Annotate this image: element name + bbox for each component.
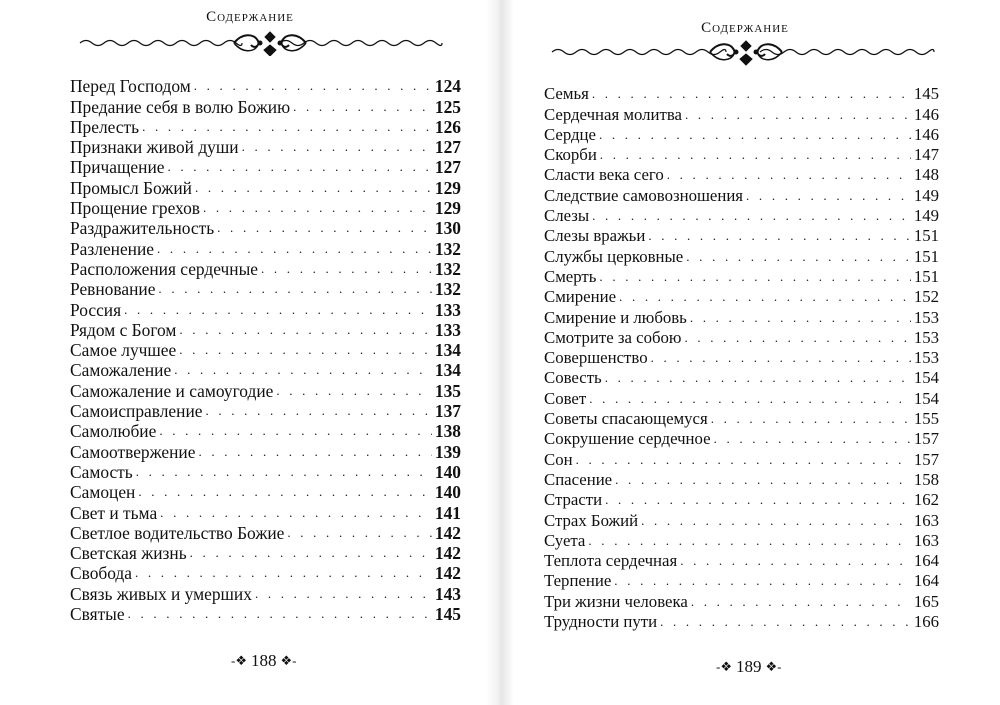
page-folio	[716, 657, 781, 677]
right-page	[500, 0, 1000, 705]
toc-entry-title: Причащение	[70, 157, 165, 178]
toc-entry	[544, 490, 939, 510]
dot-leader	[203, 198, 432, 218]
toc-entry-title: Службы церковные	[544, 246, 684, 266]
dot-leader	[648, 226, 911, 246]
toc-entry-page: 154	[913, 368, 939, 388]
toc-entry-title: Прелесть	[70, 116, 140, 137]
toc-entry-title: Свобода	[70, 563, 132, 584]
page-folio	[231, 651, 296, 671]
dot-leader	[685, 105, 911, 125]
dot-leader	[190, 543, 432, 563]
dot-leader	[135, 563, 432, 583]
toc-entry-title: Промысл Божий	[70, 177, 192, 198]
toc-entry-page: 164	[913, 571, 939, 591]
toc-entry	[70, 543, 461, 563]
toc-entry-page: 133	[434, 299, 461, 320]
toc-entry	[70, 259, 461, 279]
dot-leader	[589, 389, 911, 409]
toc-entry	[70, 462, 461, 482]
toc-entry	[70, 583, 461, 603]
toc-entry-title: Самоцен	[70, 482, 136, 503]
toc-entry	[70, 198, 461, 218]
toc-entry-page: 146	[913, 104, 939, 124]
toc-entry-page: 145	[913, 84, 939, 104]
toc-entry	[544, 612, 939, 632]
dot-leader	[276, 381, 432, 401]
dot-leader	[746, 186, 911, 206]
page-number: 188	[250, 651, 277, 670]
toc-entry	[544, 571, 939, 591]
toc-entry-title: Сердце	[544, 124, 596, 144]
toc-entry	[70, 482, 461, 502]
toc-entry-title: Связь живых и умерших	[70, 583, 252, 604]
toc-entry	[544, 84, 939, 104]
running-header: Содержание	[206, 9, 294, 25]
dot-leader	[600, 145, 911, 165]
dot-leader	[142, 117, 432, 137]
toc-entry-page: 157	[913, 449, 939, 469]
toc-entry-page: 151	[913, 266, 939, 286]
folio-ornament-icon: ❖-	[280, 653, 297, 668]
dot-leader	[711, 409, 911, 429]
toc-entry-title: Сокрушение сердечное	[544, 429, 711, 449]
toc-entry-page: 129	[434, 177, 461, 198]
toc-entry-page: 153	[913, 327, 939, 347]
toc-entry-page: 130	[434, 218, 461, 239]
toc-entry-page: 135	[434, 380, 461, 401]
toc-entry-title: Светлое водительство Божие	[70, 522, 285, 543]
dot-leader	[615, 470, 911, 490]
dot-leader	[605, 368, 911, 388]
toc-entry	[70, 177, 461, 197]
toc-entry-page: 142	[434, 543, 461, 564]
toc-entry-page: 132	[434, 279, 461, 300]
dot-leader	[592, 84, 911, 104]
toc-entry-title: Россия	[70, 299, 122, 320]
dot-leader	[691, 592, 911, 612]
toc-entry	[70, 502, 461, 522]
toc-entry	[544, 125, 939, 145]
toc-entry	[544, 307, 939, 327]
folio-ornament-icon: ❖-	[765, 659, 782, 674]
toc-entry-page: 137	[434, 401, 461, 422]
toc-entry-title: Самоисправление	[70, 401, 203, 422]
dot-leader	[261, 259, 432, 279]
dot-leader	[179, 320, 432, 340]
folio-ornament-icon: -❖	[231, 653, 247, 668]
dot-leader	[205, 401, 431, 421]
toc-entry-page: 164	[913, 551, 939, 571]
toc-entry	[544, 551, 939, 571]
toc-entry-title: Слезы	[544, 206, 590, 226]
toc-entry-page: 142	[434, 522, 461, 543]
toc-entry	[70, 76, 461, 96]
toc-entry-title: Советы спасающемуся	[544, 409, 708, 429]
toc-entry-page: 146	[913, 124, 939, 144]
dot-leader	[641, 511, 911, 531]
toc-entry	[70, 117, 461, 137]
dot-leader	[614, 571, 911, 591]
header-ornament-icon	[78, 30, 462, 56]
toc-entry-title: Страх Божий	[544, 510, 639, 530]
dot-leader	[194, 76, 432, 96]
toc-entry	[70, 279, 461, 299]
toc-entry-page: 142	[434, 563, 461, 584]
toc-entry-page: 153	[913, 348, 939, 368]
dot-leader	[599, 267, 910, 287]
toc-entry	[70, 523, 461, 543]
toc-entry-page: 155	[913, 409, 939, 429]
toc-entry-title: Совет	[544, 388, 587, 408]
toc-entry-page: 151	[913, 226, 939, 246]
toc-entry	[544, 409, 939, 429]
toc-entry-page: 126	[434, 116, 461, 137]
toc-entry-page: 134	[434, 340, 461, 361]
dot-leader	[605, 490, 911, 510]
toc-entry-page: 153	[913, 307, 939, 327]
toc-entry-page: 129	[434, 198, 461, 219]
dot-leader	[680, 551, 911, 571]
dot-leader	[576, 450, 911, 470]
toc-entry-title: Смирение и любовь	[544, 307, 687, 327]
dot-leader	[157, 239, 432, 259]
dot-leader	[159, 421, 432, 441]
toc-entry	[70, 360, 461, 380]
toc-entry-page: 138	[434, 421, 461, 442]
dot-leader	[128, 604, 432, 624]
toc-entry-title: Прощение грехов	[70, 198, 200, 219]
toc-entry-page: 163	[913, 510, 939, 530]
dot-leader	[136, 462, 432, 482]
dot-leader	[179, 340, 432, 360]
dot-leader	[174, 360, 432, 380]
toc-entry-page: 141	[434, 502, 461, 523]
toc-entry-title: Раздражительность	[70, 218, 215, 239]
toc-entry-page: 157	[913, 429, 939, 449]
toc-entry	[544, 348, 939, 368]
toc-entry-title: Смерть	[544, 266, 597, 286]
toc-entry-title: Разленение	[70, 238, 155, 259]
toc-entry-page: 151	[913, 246, 939, 266]
toc-entry	[70, 604, 461, 624]
toc-entry-title: Ревнование	[70, 279, 156, 300]
toc-entry-title: Самоотвержение	[70, 441, 196, 462]
toc-entry-title: Спасение	[544, 469, 613, 489]
toc-entry-page: 162	[913, 490, 939, 510]
table-of-contents-right	[544, 84, 939, 632]
table-of-contents-left	[70, 76, 461, 624]
toc-entry	[544, 226, 939, 246]
toc-entry	[70, 218, 461, 238]
toc-entry	[544, 145, 939, 165]
toc-entry	[544, 328, 939, 348]
toc-entry-title: Сласти века сего	[544, 165, 664, 185]
toc-entry-title: Скорби	[544, 145, 597, 165]
toc-entry	[70, 401, 461, 421]
toc-entry-page: 166	[913, 612, 939, 632]
dot-leader	[684, 328, 910, 348]
toc-entry	[544, 104, 939, 124]
toc-entry	[544, 591, 939, 611]
toc-entry-title: Сердечная молитва	[544, 104, 682, 124]
toc-entry-title: Самое лучшее	[70, 340, 177, 361]
toc-entry-page: 148	[913, 165, 939, 185]
dot-leader	[138, 482, 432, 502]
toc-entry-title: Самость	[70, 461, 133, 482]
toc-entry	[544, 531, 939, 551]
toc-entry	[70, 238, 461, 258]
dot-leader	[619, 287, 911, 307]
toc-entry	[544, 470, 939, 490]
toc-entry-page: 127	[434, 157, 461, 178]
toc-entry-title: Слезы вражьи	[544, 226, 646, 246]
dot-leader	[588, 531, 910, 551]
folio-ornament-icon: -❖	[716, 659, 732, 674]
dot-leader	[217, 218, 432, 238]
toc-entry-title: Свет и тьма	[70, 502, 158, 523]
toc-entry-page: 147	[913, 145, 939, 165]
toc-entry	[544, 165, 939, 185]
toc-entry	[70, 157, 461, 177]
toc-entry-title: Признаки живой души	[70, 137, 239, 158]
toc-entry	[544, 449, 939, 469]
running-header: Содержание	[701, 20, 789, 36]
dot-leader	[714, 429, 911, 449]
toc-entry	[544, 368, 939, 388]
toc-entry-page: 125	[434, 96, 461, 117]
toc-entry-title: Семья	[544, 84, 589, 104]
toc-entry-title: Смотрите за собою	[544, 327, 682, 347]
toc-entry-title: Расположения сердечные	[70, 258, 258, 279]
toc-entry-page: 139	[434, 441, 461, 462]
dot-leader	[158, 279, 431, 299]
dot-leader	[124, 300, 432, 320]
toc-entry-title: Теплота сердечная	[544, 551, 678, 571]
toc-entry-page: 134	[434, 360, 461, 381]
toc-entry-title: Три жизни человека	[544, 591, 688, 611]
toc-entry-page: 140	[434, 482, 461, 503]
toc-entry-page: 149	[913, 206, 939, 226]
toc-entry	[70, 380, 461, 400]
toc-entry	[544, 267, 939, 287]
dot-leader	[255, 584, 432, 604]
toc-entry-title: Терпение	[544, 571, 612, 591]
dot-leader	[195, 178, 432, 198]
dot-leader	[160, 503, 432, 523]
toc-entry	[544, 246, 939, 266]
toc-entry-title: Следствие самовозношения	[544, 185, 744, 205]
dot-leader	[242, 137, 432, 157]
toc-entry-title: Смирение	[544, 287, 617, 307]
toc-entry-title: Саможаление	[70, 360, 172, 381]
toc-entry-title: Суета	[544, 530, 586, 550]
dot-leader	[690, 308, 911, 328]
toc-entry-page: 145	[434, 604, 461, 625]
toc-entry-title: Рядом с Богом	[70, 319, 177, 340]
toc-entry-page: 149	[913, 185, 939, 205]
toc-entry-title: Совершенство	[544, 348, 648, 368]
toc-entry-page: 127	[434, 137, 461, 158]
toc-entry-title: Святые	[70, 604, 125, 625]
toc-entry-title: Совесть	[544, 368, 602, 388]
dot-leader	[651, 348, 911, 368]
toc-entry	[70, 563, 461, 583]
toc-entry-page: 132	[434, 238, 461, 259]
toc-entry	[544, 206, 939, 226]
toc-entry-title: Трудности пути	[544, 612, 658, 632]
toc-entry	[70, 340, 461, 360]
dot-leader	[599, 125, 911, 145]
toc-entry-title: Страсти	[544, 490, 603, 510]
dot-leader	[287, 523, 432, 543]
toc-entry-page: 132	[434, 258, 461, 279]
toc-entry	[70, 320, 461, 340]
dot-leader	[198, 442, 431, 462]
toc-entry	[544, 429, 939, 449]
toc-entry	[70, 299, 461, 319]
toc-entry-title: Светская жизнь	[70, 543, 187, 564]
dot-leader	[592, 206, 911, 226]
toc-entry	[544, 185, 939, 205]
dot-leader	[686, 247, 911, 267]
header-ornament-icon	[550, 38, 942, 66]
toc-entry-title: Саможаление и самоугодие	[70, 380, 274, 401]
toc-entry-page: 140	[434, 461, 461, 482]
toc-entry-page: 143	[434, 583, 461, 604]
toc-entry	[70, 441, 461, 461]
toc-entry-page: 163	[913, 530, 939, 550]
toc-entry-title: Предание себя в волю Божию	[70, 96, 291, 117]
dot-leader	[167, 157, 431, 177]
toc-entry-title: Сон	[544, 449, 573, 469]
dot-leader	[660, 612, 911, 632]
dot-leader	[293, 97, 432, 117]
toc-entry-title: Самолюбие	[70, 421, 157, 442]
toc-entry-page: 152	[913, 287, 939, 307]
toc-entry	[544, 287, 939, 307]
toc-entry-page: 158	[913, 469, 939, 489]
toc-entry-page: 133	[434, 319, 461, 340]
toc-entry-page: 165	[913, 591, 939, 611]
toc-entry	[70, 96, 461, 116]
toc-entry	[544, 510, 939, 530]
toc-entry-page: 124	[434, 76, 461, 97]
dot-leader	[667, 165, 911, 185]
page-number: 189	[735, 657, 762, 676]
toc-entry	[70, 421, 461, 441]
toc-entry-title: Перед Господом	[70, 76, 191, 97]
toc-entry	[70, 137, 461, 157]
toc-entry	[544, 388, 939, 408]
toc-entry-page: 154	[913, 388, 939, 408]
